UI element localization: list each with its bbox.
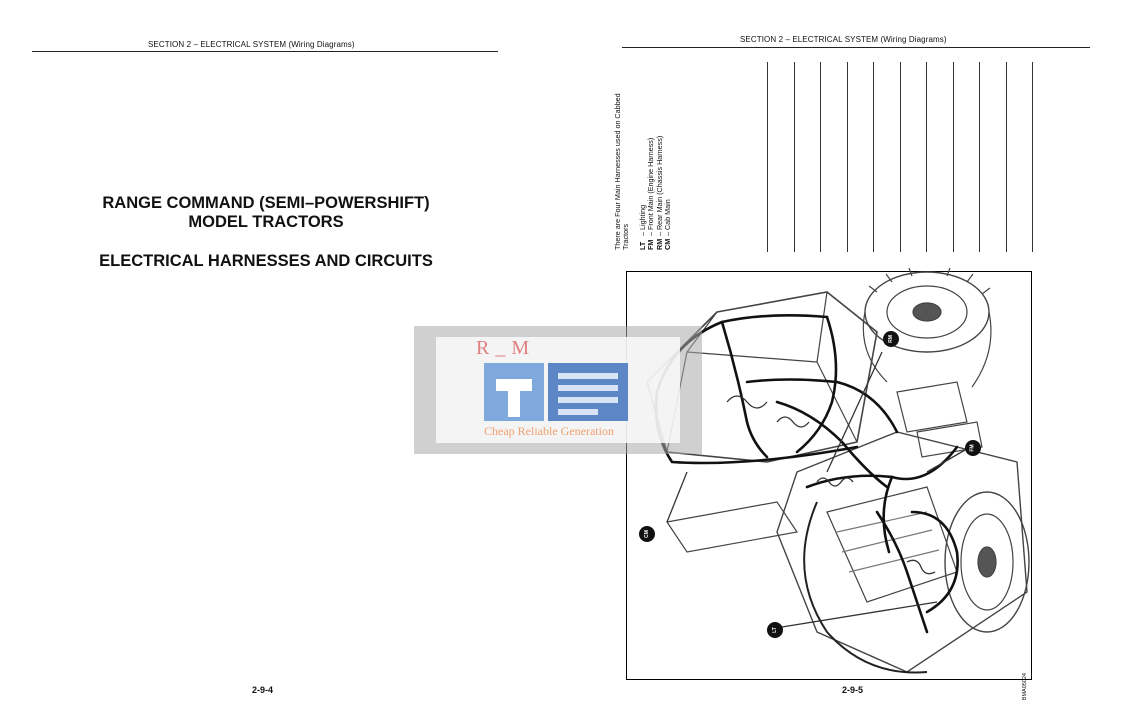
harness-intro: There are Four Main Harnesses used on Cabbed Tractors <box>613 93 631 250</box>
harness-list <box>614 50 714 250</box>
harness-item: RM– Rear Main (Chassis Harness) <box>654 135 664 250</box>
title-line-1: RANGE COMMAND (SEMI–POWERSHIFT) <box>102 194 430 212</box>
watermark-caption: Cheap Reliable Generation <box>484 424 614 438</box>
callout-fm: FM <box>965 440 981 456</box>
watermark <box>414 326 702 454</box>
right-page-number: 2-9-5 <box>842 685 864 695</box>
watermark-logo <box>484 357 634 427</box>
left-page-number: 2-9-4 <box>252 685 274 695</box>
right-header-rule <box>622 47 1090 48</box>
harness-item: FM– Front Main (Engine Harness) <box>646 137 656 250</box>
title-line-2: MODEL TRACTORS <box>188 213 344 231</box>
left-header-rule <box>32 51 498 52</box>
callout-cm: CM <box>639 526 655 542</box>
section-subtitle: ELECTRICAL HARNESSES AND CIRCUITS <box>99 252 433 270</box>
figure-id: BMA05024 <box>1022 673 1028 701</box>
harness-item: CM– Cab Main <box>663 199 673 250</box>
watermark-panel <box>436 337 680 443</box>
left-header: SECTION 2 – ELECTRICAL SYSTEM (Wiring Diagrams) <box>148 40 355 49</box>
watermark-logo-text: R_M <box>476 337 536 359</box>
right-header: SECTION 2 – ELECTRICAL SYSTEM (Wiring Diagrams) <box>740 35 947 44</box>
harness-item: LT– Lighting <box>637 204 647 250</box>
callout-lt: LT <box>767 622 783 638</box>
callout-rm: RM <box>883 331 899 347</box>
